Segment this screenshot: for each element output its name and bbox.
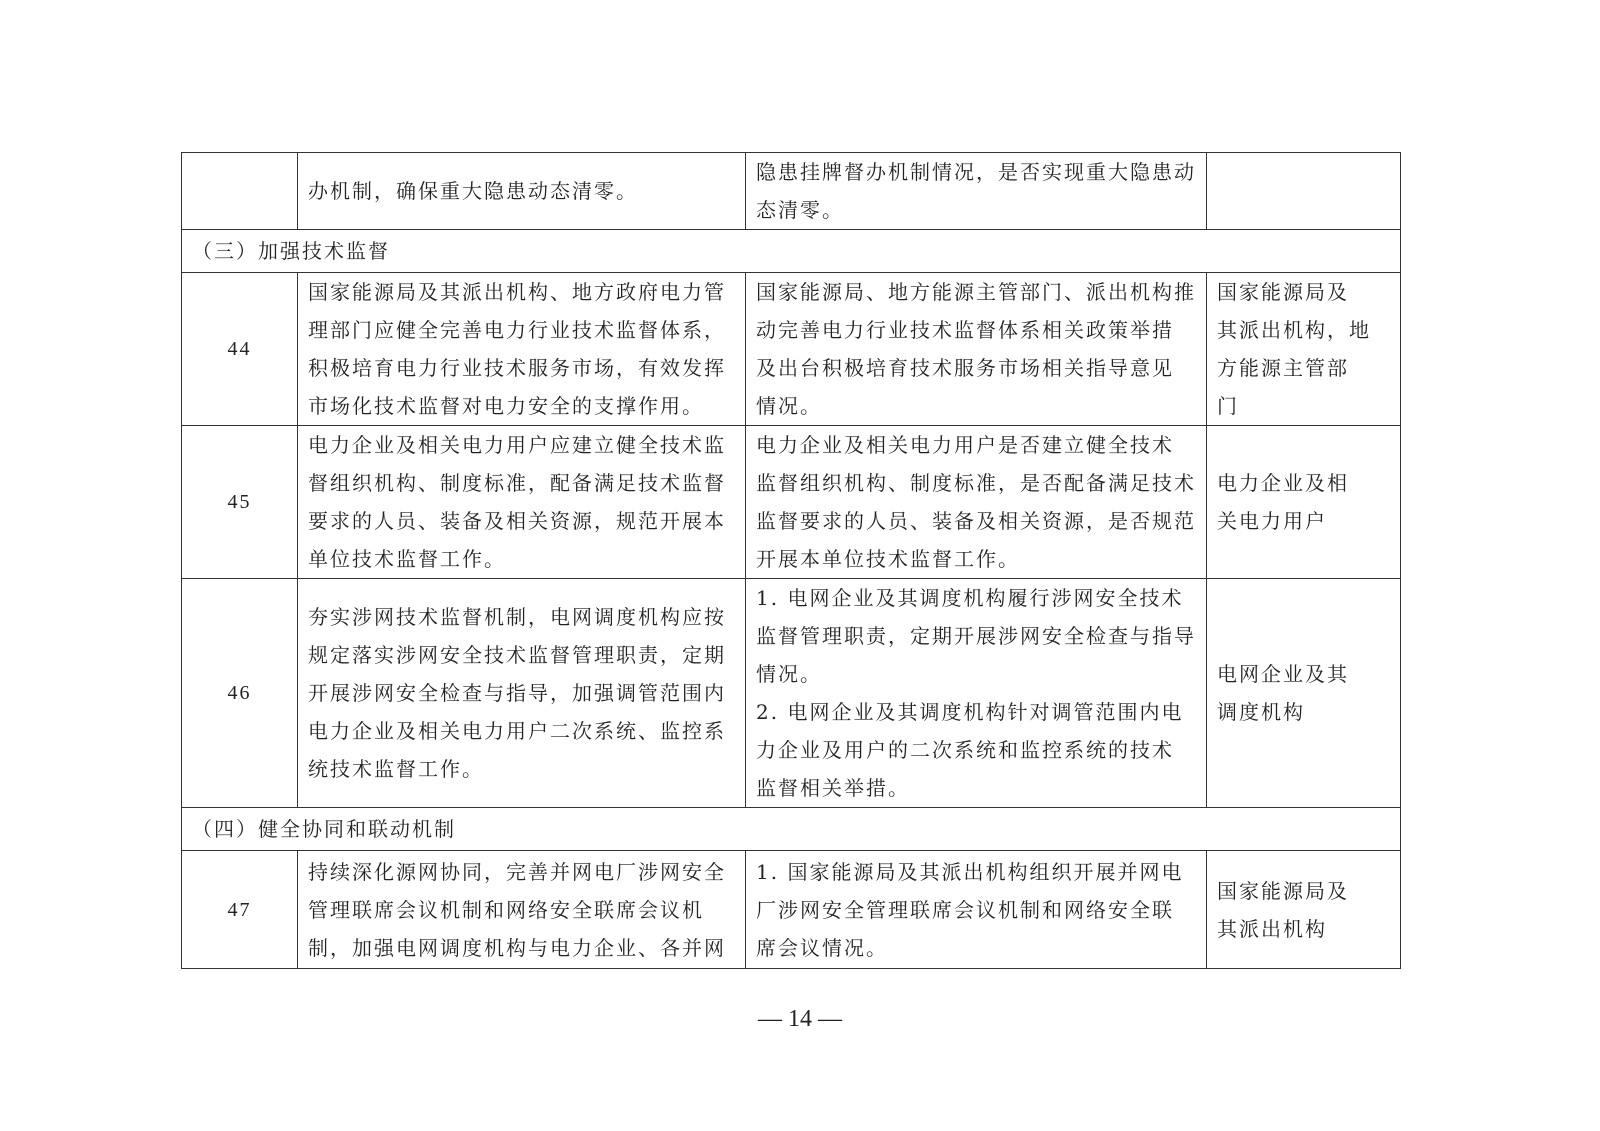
row-number: 44 <box>182 273 298 426</box>
row-number-cell <box>182 153 298 230</box>
check-cell: 国家能源局、地方能源主管部门、派出机构推 动完善电力行业技术监督体系相关政策举措 及出台积极培育技术服务市场相关指导意见 情况。 <box>746 273 1207 426</box>
page-number: — 14 — <box>758 1006 842 1032</box>
requirement-cell: 国家能源局及其派出机构、地方政府电力管 理部门应健全完善电力行业技术监督体系， 积极培育电力行业技术服务市场，有效发挥 市场化技术监督对电力安全的支撑作用。 <box>298 273 746 426</box>
responsible-cell: 电网企业及其 调度机构 <box>1207 579 1401 808</box>
row-number: 46 <box>182 579 298 808</box>
responsible-cell: 电力企业及相 关电力用户 <box>1207 426 1401 579</box>
responsible-cell: 国家能源局及 其派出机构 <box>1207 851 1401 969</box>
responsible-cell: 国家能源局及 其派出机构，地 方能源主管部 门 <box>1207 273 1401 426</box>
table-row <box>182 426 1401 579</box>
table-row <box>182 273 1401 426</box>
check-cell: 电力企业及相关电力用户是否建立健全技术 监督组织机构、制度标准，是否配备满足技术 监督要求的人员、装备及相关资源，是否规范 开展本单位技术监督工作。 <box>746 426 1207 579</box>
row-number: 47 <box>182 851 298 969</box>
section-heading: （四）健全协同和联动机制 <box>182 808 1401 851</box>
table-row <box>182 851 1401 969</box>
responsible-cell <box>1207 153 1401 230</box>
section-row <box>182 808 1401 851</box>
table-row <box>182 579 1401 808</box>
requirement-cell: 持续深化源网协同，完善并网电厂涉网安全 管理联席会议机制和网络安全联席会议机 制，加强电网调度机构与电力企业、各并网 <box>298 851 746 969</box>
row-number: 45 <box>182 426 298 579</box>
check-cell: 1. 国家能源局及其派出机构组织开展并网电 厂涉网安全管理联席会议机制和网络安全联 席会议情况。 <box>746 851 1207 969</box>
requirement-cell: 夯实涉网技术监督机制，电网调度机构应按 规定落实涉网安全技术监督管理职责，定期 开展涉网安全检查与指导，加强调管范围内 电力企业及相关电力用户二次系统、监控系 统技术监督工作。 <box>298 579 746 808</box>
section-heading: （三）加强技术监督 <box>182 230 1401 273</box>
requirement-cell: 电力企业及相关电力用户应建立健全技术监 督组织机构、制度标准，配备满足技术监督 要求的人员、装备及相关资源，规范开展本 单位技术监督工作。 <box>298 426 746 579</box>
document-table <box>181 152 1401 969</box>
table-row <box>182 153 1401 230</box>
requirement-cell: 办机制，确保重大隐患动态清零。 <box>298 153 746 230</box>
section-row <box>182 230 1401 273</box>
check-cell: 隐患挂牌督办机制情况，是否实现重大隐患动 态清零。 <box>746 153 1207 230</box>
check-cell: 1. 电网企业及其调度机构履行涉网安全技术 监督管理职责，定期开展涉网安全检查与指导 情况。 2. 电网企业及其调度机构针对调管范围内电 力企业及用户的二次系统和监控系统的技术 监督相关举措。 <box>746 579 1207 808</box>
